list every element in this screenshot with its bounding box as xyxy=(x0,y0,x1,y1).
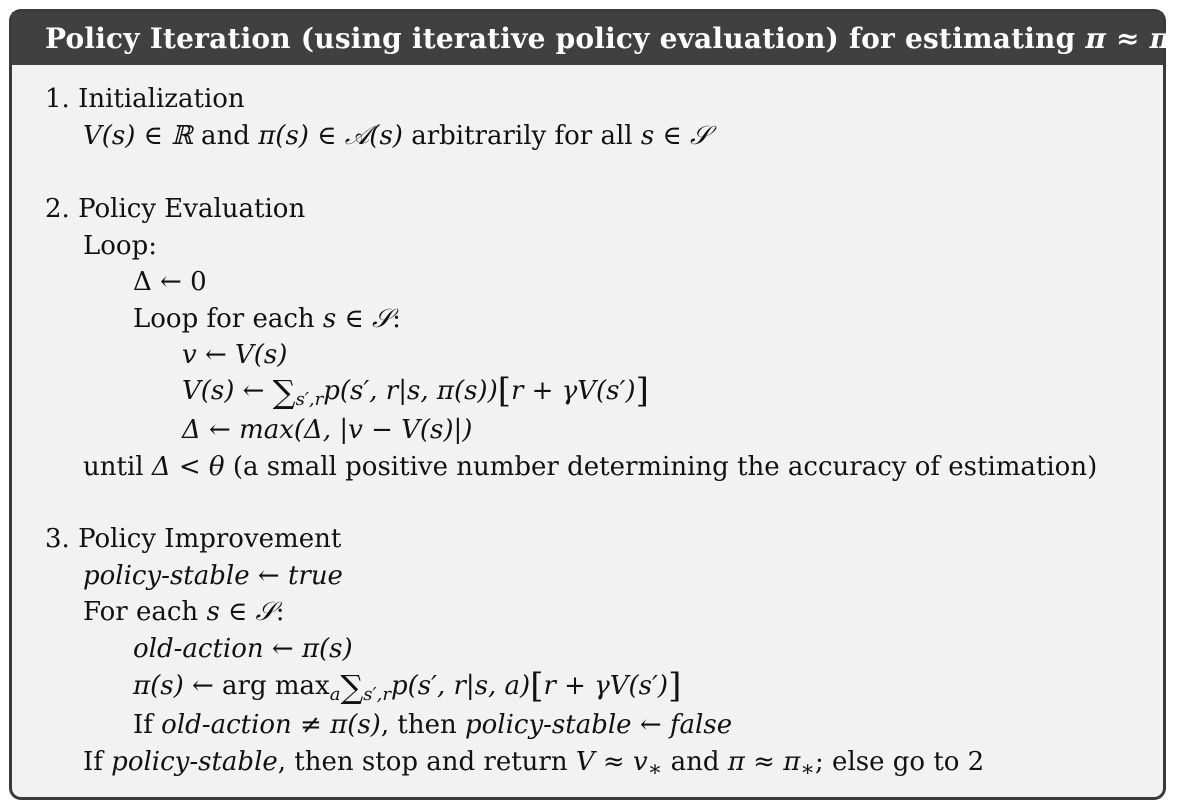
loop-each-line xyxy=(133,304,401,334)
if-false: false xyxy=(669,710,733,740)
if: If xyxy=(133,710,162,740)
step-1-heading: 1. Initialization xyxy=(45,84,245,114)
bracket-open-2: [ xyxy=(530,666,544,706)
loop-each: Loop for each xyxy=(133,304,323,334)
until: until xyxy=(83,452,152,482)
final-line xyxy=(83,747,984,785)
title-sub: ∗ xyxy=(1170,36,1183,57)
p-term: p(s′, r|s, a) xyxy=(390,671,531,701)
inner-term: r + γV(s′) xyxy=(543,671,669,701)
for-set: s ∈ 𝒮 xyxy=(206,597,276,627)
loop-label: Loop: xyxy=(83,231,157,261)
policy-stable-init xyxy=(83,561,343,591)
init-and: and xyxy=(192,121,259,151)
if-then: , then xyxy=(380,710,465,740)
init-s: (s) ∈ ℝ xyxy=(101,121,193,151)
ps-true: true xyxy=(287,561,343,591)
ps-name: policy-stable xyxy=(83,561,250,591)
old-assign: ← π(s) xyxy=(263,634,353,664)
final-and: and xyxy=(662,747,728,777)
bellman-update xyxy=(182,371,649,415)
bellman-lhs: V(s) ← xyxy=(182,376,273,406)
bracket-close-2: ] xyxy=(668,666,682,706)
if-old: old-action xyxy=(161,710,292,740)
old-action-line xyxy=(133,634,353,664)
if-arrow: ← xyxy=(631,710,670,740)
final-rest: ; else go to 2 xyxy=(815,747,985,777)
for-each-line xyxy=(83,597,284,627)
ps-arrow: ← xyxy=(249,561,288,591)
delta-update: Δ ← max(Δ, |v − V(s)|) xyxy=(182,415,473,445)
loop-set: s ∈ 𝒮 xyxy=(322,304,393,334)
algorithm-title xyxy=(12,12,1183,65)
argmax: arg max xyxy=(222,671,330,701)
sum-symbol-2: ∑ xyxy=(340,668,364,706)
sum-sub-2: s′,r xyxy=(363,684,391,705)
title-math: π ≈ π xyxy=(1085,22,1171,55)
init-line xyxy=(83,121,710,151)
final-pi-sub: ∗ xyxy=(800,757,816,783)
until-line xyxy=(83,452,1097,482)
until-rest: (a small positive number determining the accuracy of estimation) xyxy=(224,452,1098,482)
algorithm-box xyxy=(9,9,1183,800)
final-then: , then stop and return xyxy=(277,747,576,777)
pi-lhs: π(s) ← xyxy=(133,671,223,701)
for-each: For each xyxy=(83,597,207,627)
final-v-sub: ∗ xyxy=(647,757,663,783)
init-pi: π(s) ∈ 𝒜(s) xyxy=(258,121,403,151)
step-3-heading: 3. Policy Improvement xyxy=(45,524,342,554)
if-line xyxy=(133,710,732,740)
final-pi: π ≈ π xyxy=(727,747,801,777)
until-cond: Δ < θ xyxy=(151,452,225,482)
bracket-close: ] xyxy=(635,371,649,411)
init-rest: arbitrarily for all xyxy=(402,121,641,151)
sum-symbol: ∑ xyxy=(272,373,296,411)
for-colon: : xyxy=(275,597,285,627)
v-assign: v ← V(s) xyxy=(182,340,288,370)
sum-sub: s′,r xyxy=(295,389,324,410)
final-if: If xyxy=(83,747,112,777)
if-ps: policy-stable xyxy=(464,710,632,740)
final-v: V ≈ v xyxy=(575,747,648,777)
init-set: s ∈ 𝒮 xyxy=(640,121,711,151)
final-ps: policy-stable xyxy=(111,747,278,777)
title-text: Policy Iteration (using iterative policy evaluation) for estimating xyxy=(45,22,1086,55)
argmax-sub: a xyxy=(329,684,341,705)
bellman-p: p(s′, r|s, π(s)) xyxy=(323,376,498,406)
bellman-inner: r + γV(s′) xyxy=(510,376,636,406)
delta-init: Δ ← 0 xyxy=(133,267,207,297)
step-2-heading: 2. Policy Evaluation xyxy=(45,194,306,224)
old-action: old-action xyxy=(133,634,264,664)
init-v: V xyxy=(83,121,102,151)
greedy-update xyxy=(133,666,682,710)
if-neq: ≠ π(s) xyxy=(291,710,381,740)
loop-colon: : xyxy=(392,304,401,334)
bracket-open: [ xyxy=(497,371,511,411)
